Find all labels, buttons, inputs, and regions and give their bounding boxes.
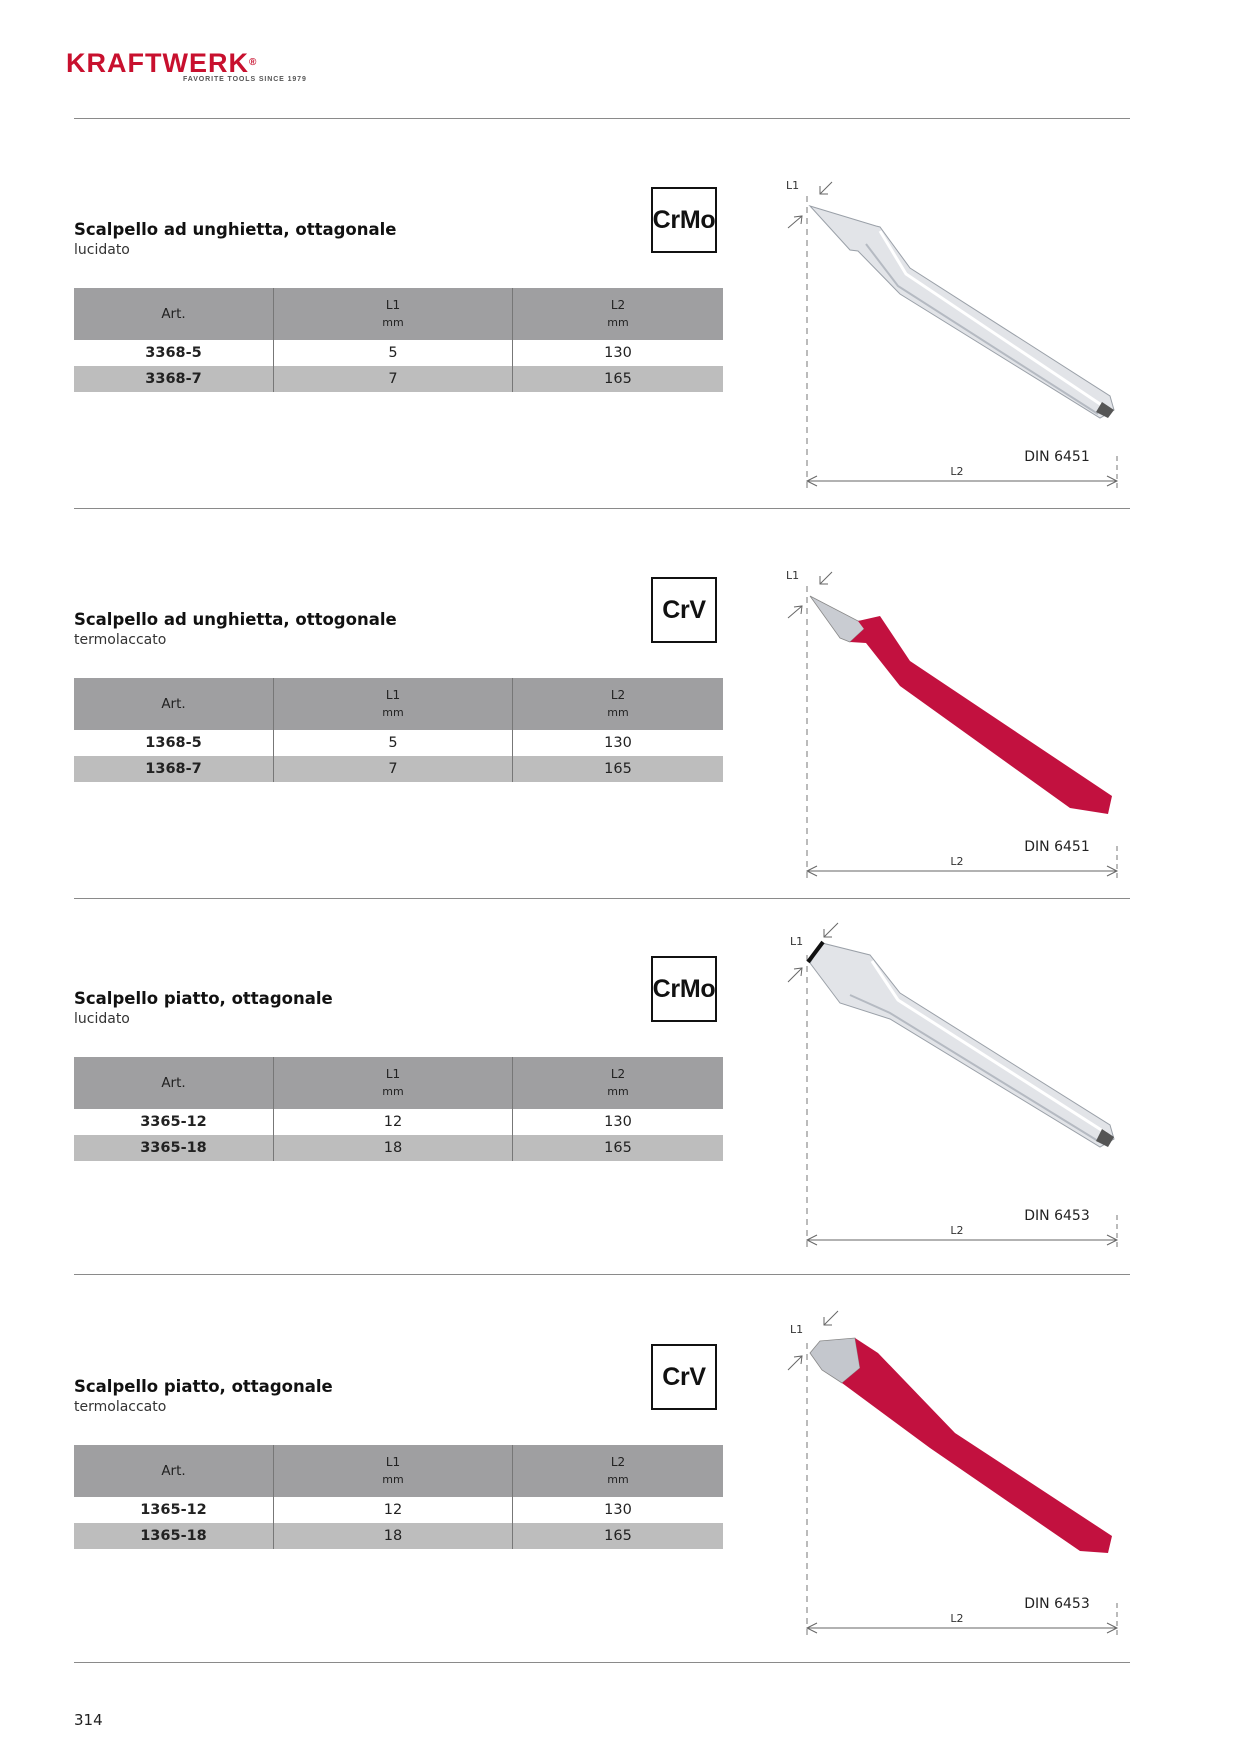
chisel-drawing (780, 546, 1140, 916)
cell-l1: 7 (274, 756, 513, 782)
brand-name: KRAFTWERK (66, 48, 249, 78)
header-art: Art. (74, 1445, 274, 1497)
l2-label: L2 (950, 1224, 964, 1237)
l2-label: L2 (950, 855, 964, 868)
brand-tagline: FAVORITE TOOLS SINCE 1979 (183, 76, 307, 83)
material-badge: CrV (651, 577, 717, 643)
product-subtitle: lucidato (74, 1011, 130, 1027)
din-norm-label: DIN 6451 (1024, 839, 1090, 855)
page-number: 314 (74, 1711, 103, 1729)
l1-arrow (788, 216, 802, 228)
product-section (0, 508, 1240, 898)
din-norm-label: DIN 6453 (1024, 1208, 1090, 1224)
header-l1 (274, 1445, 513, 1497)
l1-arrow (788, 1356, 802, 1370)
header-l2 (513, 1445, 724, 1497)
chisel-handle (842, 1338, 1112, 1553)
header-l2-unit: mm (607, 1085, 629, 1098)
divider (74, 1662, 1130, 1663)
table-row (74, 1523, 723, 1549)
chisel-drawing (780, 1303, 1140, 1673)
header-l2 (513, 1057, 724, 1109)
cell-art: 3365-12 (74, 1109, 274, 1135)
header-l2-unit: mm (607, 1473, 629, 1486)
header-art: Art. (74, 1057, 274, 1109)
cell-art: 1365-12 (74, 1497, 274, 1523)
cell-l2: 130 (513, 730, 724, 756)
chisel-svg (780, 1303, 1140, 1673)
cell-l2: 165 (513, 1135, 724, 1161)
cell-art: 1368-5 (74, 730, 274, 756)
product-title: Scalpello piatto, ottagonale (74, 989, 333, 1008)
cell-l1: 5 (274, 730, 513, 756)
cell-l1: 18 (274, 1523, 513, 1549)
cell-l2: 130 (513, 340, 724, 366)
registered-mark: ® (248, 57, 258, 68)
l2-label: L2 (950, 1612, 964, 1625)
cell-l1: 7 (274, 366, 513, 392)
header-l1-unit: mm (382, 1085, 404, 1098)
brand-logo (66, 48, 326, 88)
header-l1-label: L1 (385, 1067, 401, 1081)
header-l2 (513, 678, 724, 730)
header-l2-label: L2 (610, 298, 626, 312)
header-l2-label: L2 (610, 1455, 626, 1469)
cell-art: 3368-5 (74, 340, 274, 366)
product-section (0, 118, 1240, 508)
header-art: Art. (74, 678, 274, 730)
header-l2-label: L2 (610, 1067, 626, 1081)
header-l1-unit: mm (382, 706, 404, 719)
product-subtitle: lucidato (74, 242, 130, 258)
cell-art: 1368-7 (74, 756, 274, 782)
material-badge: CrV (651, 1344, 717, 1410)
header-l2 (513, 288, 724, 340)
cell-l1: 12 (274, 1109, 513, 1135)
table-row (74, 1497, 723, 1523)
product-section (0, 898, 1240, 1288)
cell-l2: 130 (513, 1497, 724, 1523)
table-row (74, 1109, 723, 1135)
l1-arrow (824, 923, 838, 937)
header-l1-unit: mm (382, 316, 404, 329)
header-l2-label: L2 (610, 688, 626, 702)
product-title: Scalpello ad unghietta, ottogonale (74, 610, 397, 629)
din-norm-label: DIN 6451 (1024, 449, 1090, 465)
din-norm-label: DIN 6453 (1024, 1596, 1090, 1612)
cell-l2: 165 (513, 1523, 724, 1549)
material-badge: CrMo (651, 187, 717, 253)
spec-table (74, 1445, 723, 1549)
l1-arrow (820, 572, 832, 584)
product-section (0, 1274, 1240, 1664)
chisel-svg (780, 546, 1140, 916)
chisel-svg (780, 915, 1140, 1285)
cell-l2: 130 (513, 1109, 724, 1135)
header-l1-unit: mm (382, 1473, 404, 1486)
chisel-svg (780, 156, 1140, 526)
material-badge: CrMo (651, 956, 717, 1022)
l1-arrow (824, 1311, 838, 1325)
spec-table (74, 288, 723, 392)
cell-art: 1365-18 (74, 1523, 274, 1549)
l1-label: L1 (790, 935, 804, 948)
l1-arrow (788, 606, 802, 618)
chisel-handle (850, 616, 1112, 814)
l1-label: L1 (790, 1323, 804, 1336)
spec-table (74, 678, 723, 782)
cell-l1: 5 (274, 340, 513, 366)
product-title: Scalpello piatto, ottagonale (74, 1377, 333, 1396)
header-l1-label: L1 (385, 688, 401, 702)
chisel-body (810, 943, 1114, 1147)
l1-label: L1 (786, 569, 800, 582)
header-l1-label: L1 (385, 298, 401, 312)
spec-table (74, 1057, 723, 1161)
header-l1 (274, 678, 513, 730)
l1-arrow (788, 968, 802, 982)
header-l1 (274, 288, 513, 340)
chisel-drawing (780, 915, 1140, 1285)
header-l1 (274, 1057, 513, 1109)
cell-l2: 165 (513, 756, 724, 782)
l1-label: L1 (786, 179, 800, 192)
product-subtitle: termolaccato (74, 632, 167, 648)
table-row (74, 730, 723, 756)
cell-l2: 165 (513, 366, 724, 392)
header-l1-label: L1 (385, 1455, 401, 1469)
cell-l1: 18 (274, 1135, 513, 1161)
chisel-drawing (780, 156, 1140, 526)
header-l2-unit: mm (607, 706, 629, 719)
l2-label: L2 (950, 465, 964, 478)
product-subtitle: termolaccato (74, 1399, 167, 1415)
cell-art: 3368-7 (74, 366, 274, 392)
table-row (74, 1135, 723, 1161)
cell-art: 3365-18 (74, 1135, 274, 1161)
cell-l1: 12 (274, 1497, 513, 1523)
product-title: Scalpello ad unghietta, ottagonale (74, 220, 397, 239)
l1-arrow (820, 182, 832, 194)
header-art: Art. (74, 288, 274, 340)
table-row (74, 756, 723, 782)
header-l2-unit: mm (607, 316, 629, 329)
table-row (74, 366, 723, 392)
table-row (74, 340, 723, 366)
